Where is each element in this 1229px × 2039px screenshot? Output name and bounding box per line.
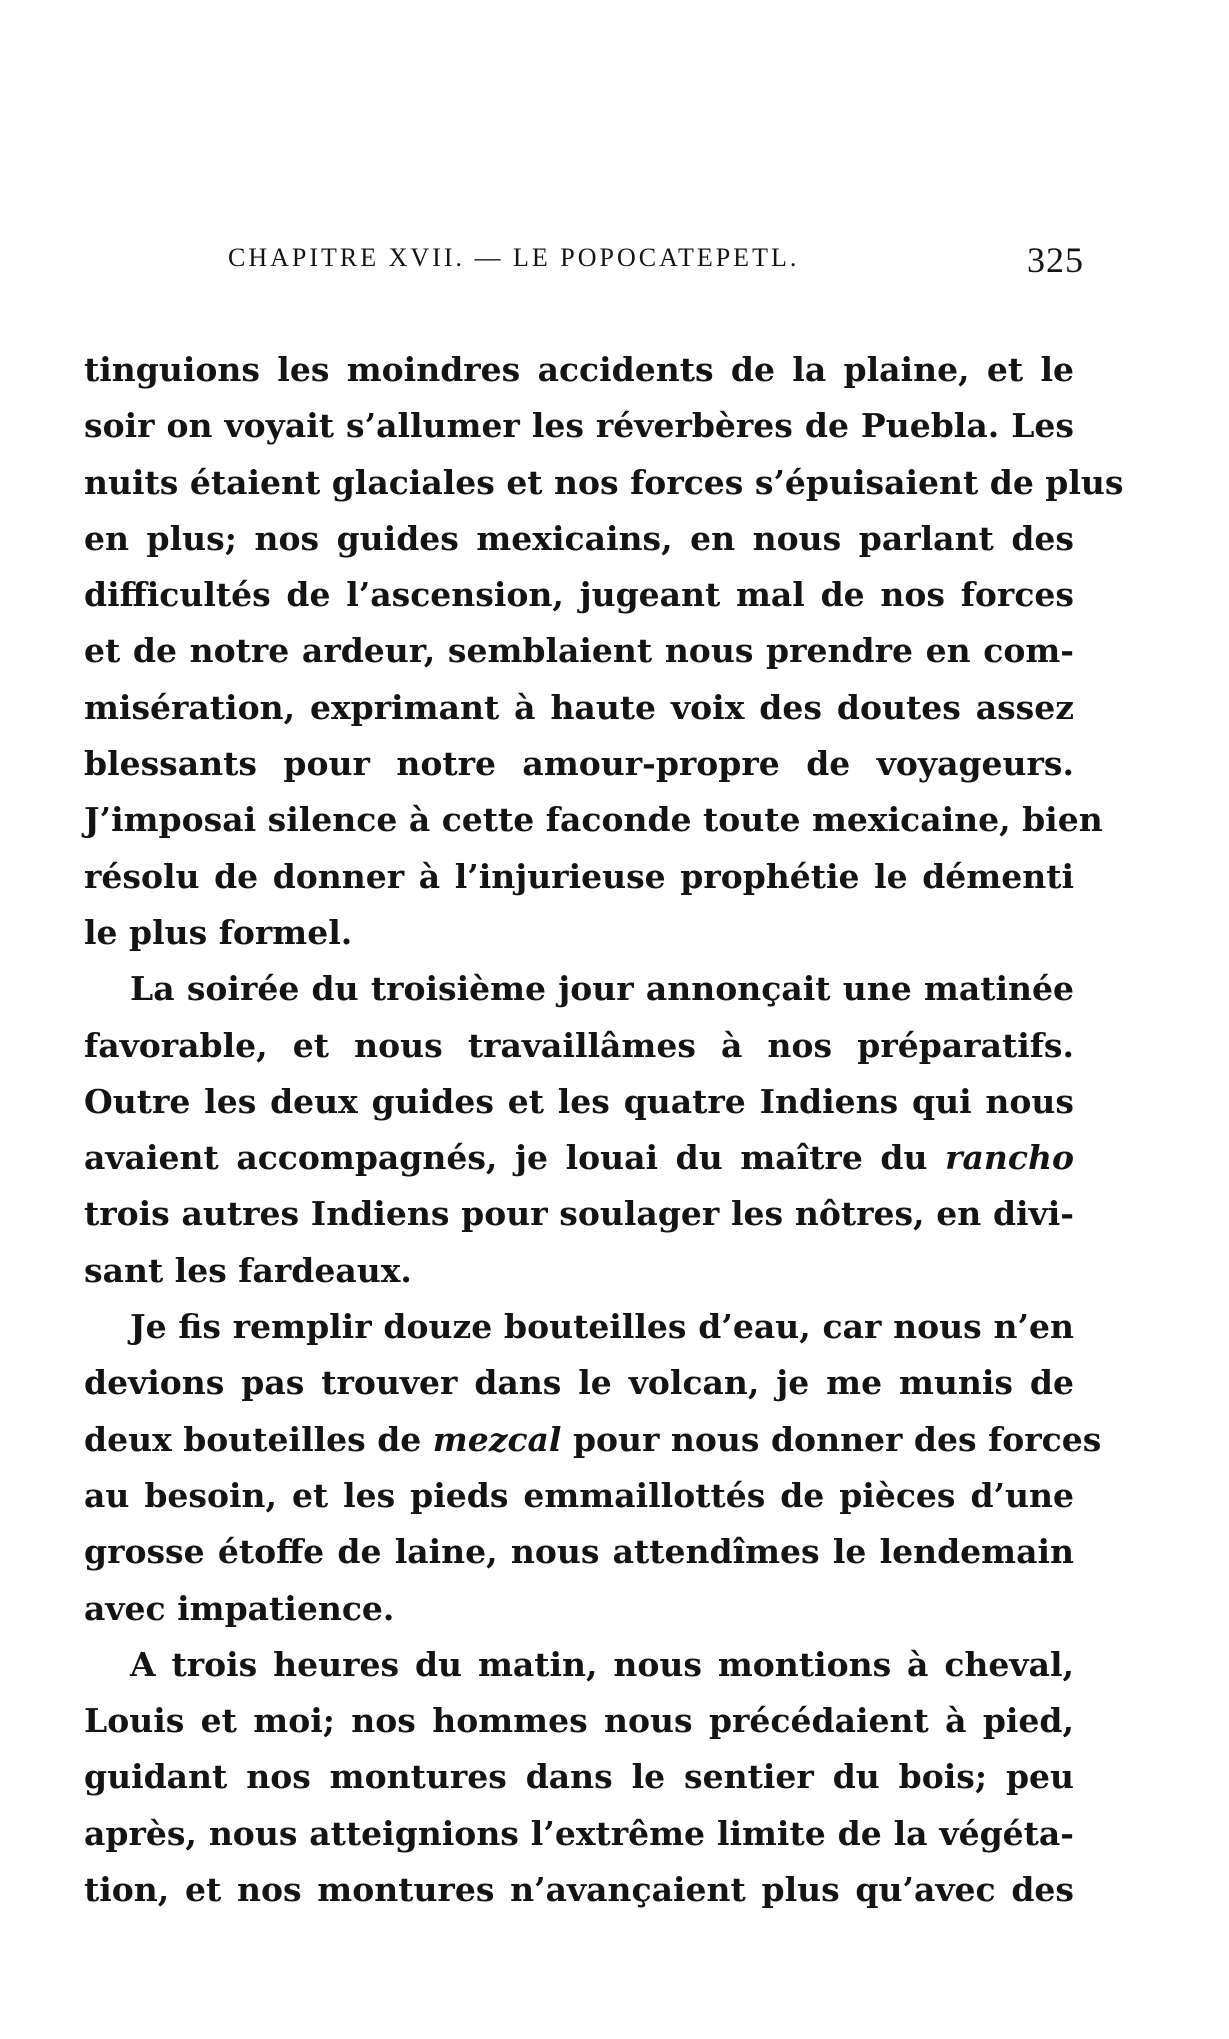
text-line: Je fis remplir douze bouteilles d’eau, car nous n’en <box>130 1307 1074 1347</box>
text-line: tinguions les moindres accidents de la plaine, et le <box>84 350 1074 389</box>
text-line: le plus formel. <box>84 912 353 952</box>
page-header <box>228 240 1084 283</box>
text-line: avec impatience. <box>84 1588 395 1628</box>
text-line: blessants pour notre amour-propre de voyageurs. <box>84 744 1074 784</box>
text-line: misération, exprimant à haute voix des doutes assez <box>84 687 1074 727</box>
page-number: 325 <box>1027 240 1084 280</box>
body-text <box>84 342 1124 1918</box>
text-line: Louis et moi; nos hommes nous précédaient à pied, <box>84 1701 1074 1741</box>
text-line: trois autres Indiens pour soulager les nôtres, en divi- <box>84 1194 1074 1234</box>
text-line: et de notre ardeur, semblaient nous prendre en com- <box>84 631 1074 671</box>
text-line: au besoin, et les pieds emmaillottés de pièces d’une <box>84 1475 1074 1515</box>
italic-word: mezcal <box>432 1419 562 1459</box>
text-line: après, nous atteignions l’extrême limite de la végéta- <box>84 1813 1074 1853</box>
text-line: guidant nos montures dans le sentier du bois; peu <box>84 1757 1074 1797</box>
text-line: favorable, et nous travaillâmes à nos préparatifs. <box>84 1025 1074 1065</box>
text-segment: avaient accompagnés, je louai du maître du <box>84 1138 928 1178</box>
text-line: devions pas trouver dans le volcan, je me munis de <box>84 1363 1074 1403</box>
text-line: tion, et nos montures n’avançaient plus qu’avec des <box>84 1870 1074 1910</box>
text-line: résolu de donner à l’injurieuse prophétie le démenti <box>84 856 1074 896</box>
text-line: difficultés de l’ascension, jugeant mal de nos forces <box>84 575 1074 615</box>
text-line: Outre les deux guides et les quatre Indiens qui nous <box>84 1081 1074 1121</box>
text-segment: deux bouteilles de <box>84 1419 422 1459</box>
text-line: soir on voyait s’allumer les réverbères de Puebla. Les <box>84 406 1074 446</box>
text-segment: pour nous donner des forces <box>572 1419 1102 1459</box>
running-title: CHAPITRE XVII. — LE POPOCATEPETL. <box>228 243 800 272</box>
text-line: A trois heures du matin, nous montions à cheval, <box>130 1644 1074 1684</box>
text-line: sant les fardeaux. <box>84 1250 412 1290</box>
text-line: nuits étaient glaciales et nos forces s’épuisaient de plus <box>84 462 1124 502</box>
text-line-with-italic <box>84 1412 1102 1468</box>
text-line: La soirée du troisième jour annonçait une matinée <box>130 969 1074 1009</box>
text-line-with-italic <box>84 1130 1074 1186</box>
text-line: en plus; nos guides mexicains, en nous parlant des <box>84 518 1074 558</box>
text-line: J’imposai silence à cette faconde toute mexicaine, bien <box>84 800 1103 840</box>
italic-word: rancho <box>945 1138 1074 1178</box>
text-line: grosse étoffe de laine, nous attendîmes le lendemain <box>84 1532 1074 1572</box>
